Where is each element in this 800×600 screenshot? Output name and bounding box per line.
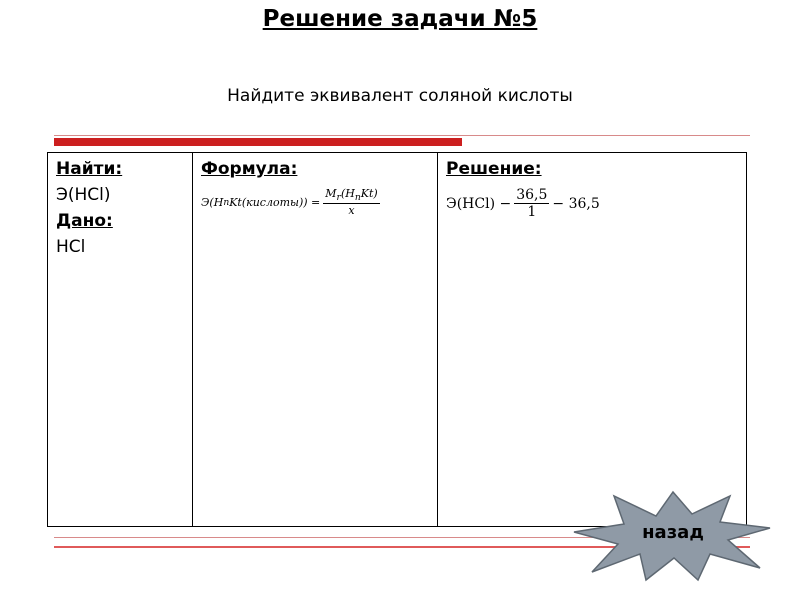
numerator-paren-sub: n: [354, 192, 361, 204]
formula-lhs-sub: n: [223, 196, 230, 208]
find-header: Найти:: [56, 159, 123, 179]
given-header: Дано:: [56, 211, 113, 231]
formula-lhs-mid: Kt: [229, 195, 242, 209]
solution-numerator: 36,5: [516, 187, 548, 203]
numerator-end: Kt): [360, 187, 378, 200]
solution-rhs: − 36,5: [552, 195, 600, 212]
formula-header: Формула:: [201, 159, 298, 179]
solution-expression: [446, 187, 738, 220]
formula-denominator: x: [348, 204, 355, 218]
solution-cell: [438, 153, 747, 527]
solution-header: Решение:: [446, 159, 542, 179]
formula-numerator: [323, 187, 379, 204]
page-title: Решение задачи №5: [262, 6, 538, 32]
top-divider-line: [54, 135, 750, 136]
find-given-cell: [48, 153, 193, 527]
formula-lhs: Э(H: [201, 195, 224, 209]
solution-denominator: 1: [527, 204, 537, 220]
formula-fraction: [323, 187, 379, 217]
solution-table: [47, 152, 747, 527]
numerator-m-sub: r: [336, 192, 341, 204]
given-value: HCl: [56, 237, 86, 257]
numerator-m: M: [325, 187, 337, 200]
formula-cell: [193, 153, 438, 527]
formula-lhs-paren: (кислоты)) =: [241, 195, 321, 209]
solution-lhs: Э(HCl) −: [446, 195, 512, 212]
back-button[interactable]: [570, 488, 776, 584]
formula-expression: [201, 187, 429, 217]
back-button-label: назад: [642, 522, 704, 543]
numerator-paren: (H: [340, 187, 355, 200]
find-value: Э(HCl): [56, 185, 111, 205]
top-accent-bar: [54, 138, 462, 146]
solution-fraction: [514, 187, 549, 220]
task-statement: Найдите эквивалент соляной кислоты: [227, 86, 573, 106]
